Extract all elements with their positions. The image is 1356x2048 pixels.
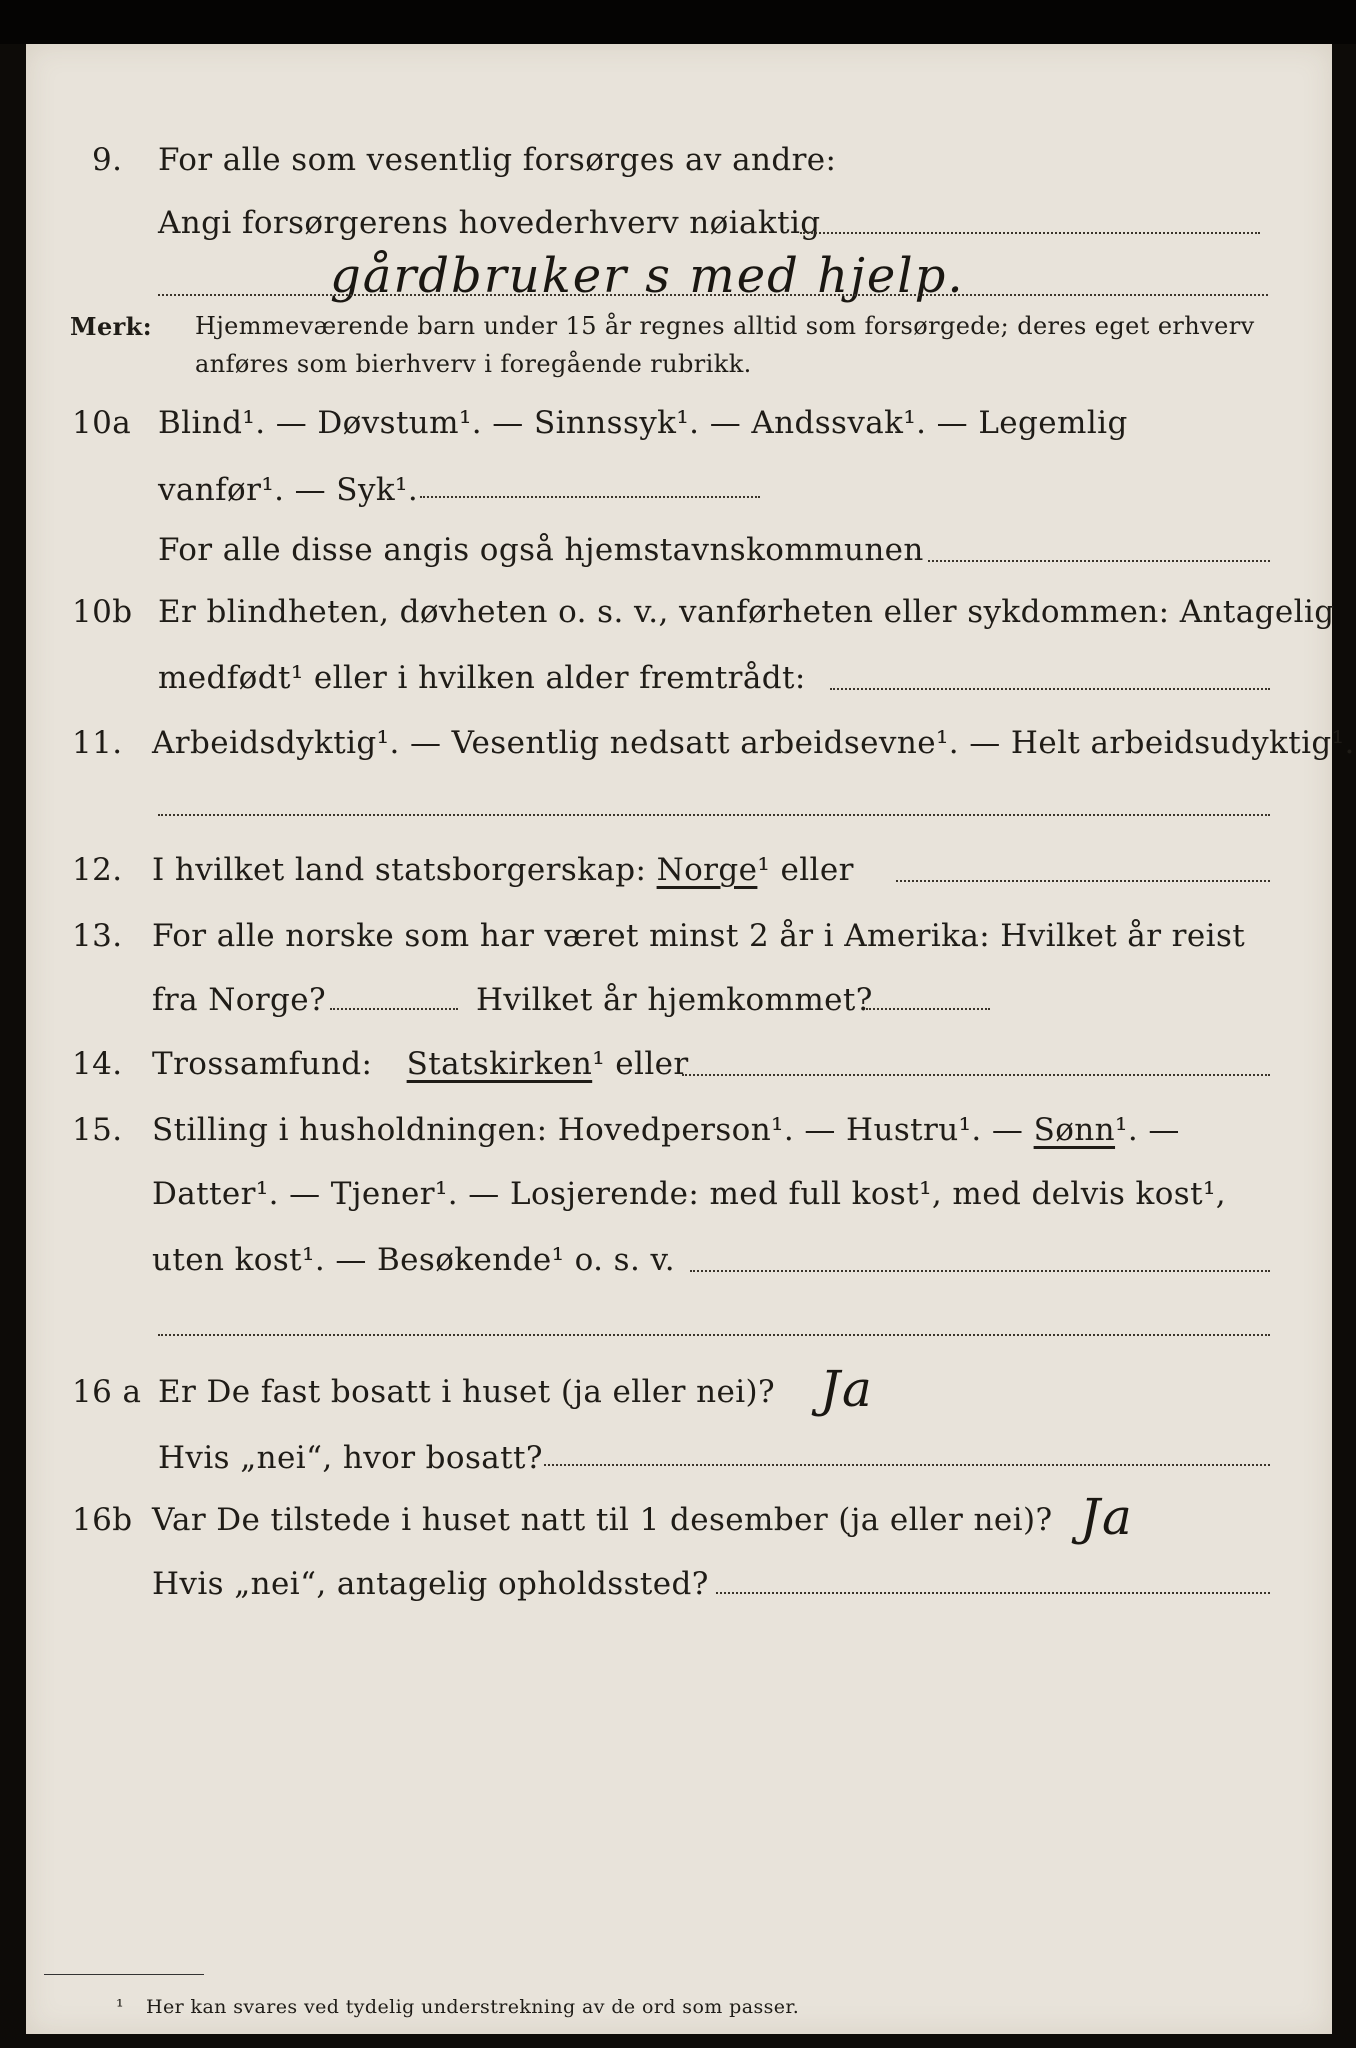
question-number: 11. (72, 725, 123, 761)
question-text: ¹ eller (757, 852, 854, 888)
question-number: 10b (72, 594, 133, 630)
question-text: Hvis „nei“, hvor bosatt? (158, 1440, 543, 1476)
answer-line (800, 232, 1260, 234)
question-text: fra Norge? (152, 982, 327, 1018)
answer-line (158, 814, 1270, 816)
question-number: 9. (92, 142, 123, 178)
answer-line (690, 1270, 1270, 1272)
question-text: medfødt¹ eller i hvilken alder fremtrådt: (158, 660, 806, 696)
answer-line (866, 1008, 990, 1010)
question-text: Stilling i husholdningen: Hovedperson¹. — Hustru¹. — (152, 1112, 1024, 1148)
question-number: 16 a (72, 1374, 142, 1410)
footnote-rule (44, 1974, 204, 1975)
question-text: ¹ eller (592, 1046, 689, 1082)
question-number: 14. (72, 1046, 123, 1082)
underlined-choice: Norge (656, 852, 758, 888)
question-number: 12. (72, 852, 123, 888)
question-text: Er De fast bosatt i huset (ja eller nei)? (158, 1374, 776, 1410)
question-text: Hvis „nei“, antagelig opholdssted? (152, 1566, 709, 1602)
question-text: For alle norske som har været minst 2 år i Amerika: Hvilket år reist (152, 918, 1246, 954)
question-text: Trossamfund: (152, 1046, 373, 1082)
answer-line (544, 1464, 1270, 1466)
question-text: Datter¹. — Tjener¹. — Losjerende: med full kost¹, med delvis kost¹, (152, 1176, 1227, 1212)
note-text: Hjemmeværende barn under 15 år regnes alltid som forsørgede; deres eget erhverv (195, 312, 1255, 340)
question-number: 13. (72, 918, 123, 954)
question-text: Blind¹. — Døvstum¹. — Sinnssyk¹. — Andssvak¹. — Legemlig (158, 405, 1128, 441)
handwritten-answer: Ja (1080, 1488, 1134, 1546)
underlined-choice: Statskirken (406, 1046, 593, 1082)
answer-line (928, 560, 1270, 562)
note-label: Merk: (70, 312, 152, 341)
answer-line (420, 496, 760, 498)
answer-line (682, 1074, 1270, 1076)
footnote-text: Her kan svares ved tydelig understrekning av de ord som passer. (146, 1996, 800, 2018)
question-text: Er blindheten, døvheten o. s. v., vanførheten eller sykdommen: Antagelig (158, 594, 1335, 630)
answer-line (716, 1592, 1270, 1594)
question-text: For alle som vesentlig forsørges av andre: (158, 142, 837, 178)
question-text: Var De tilstede i huset natt til 1 desember (ja eller nei)? (152, 1502, 1053, 1538)
answer-line (896, 880, 1270, 882)
handwritten-answer: gårdbruker s med hjelp. (330, 248, 965, 304)
question-number: 16b (72, 1502, 133, 1538)
handwritten-answer: Ja (820, 1360, 874, 1418)
answer-line (158, 1334, 1270, 1336)
question-number: 10a (72, 405, 132, 441)
question-text: Hvilket år hjemkommet? (476, 982, 873, 1018)
answer-line (158, 294, 1268, 296)
question-text: Angi forsørgerens hovederhverv nøiaktig (158, 205, 821, 241)
answer-line (330, 1008, 458, 1010)
question-text: uten kost¹. — Besøkende¹ o. s. v. (152, 1242, 675, 1278)
answer-line (830, 688, 1270, 690)
underlined-choice: Sønn (1033, 1112, 1116, 1148)
question-number: 15. (72, 1112, 123, 1148)
question-text: ¹. — (1115, 1112, 1180, 1148)
census-form-page (26, 44, 1335, 2034)
question-text: Arbeidsdyktig¹. — Vesentlig nedsatt arbeidsevne¹. — Helt arbeidsudyktig¹. (152, 725, 1355, 761)
note-text: anføres som bierhverv i foregående rubrikk. (195, 350, 752, 378)
question-text: For alle disse angis også hjemstavnskommunen (158, 532, 924, 568)
question-text: I hvilket land statsborgerskap: (152, 852, 647, 888)
scan-border (0, 0, 1356, 44)
question-text: vanfør¹. — Syk¹. (158, 472, 419, 508)
footnote-mark: ¹ (116, 1996, 125, 2018)
